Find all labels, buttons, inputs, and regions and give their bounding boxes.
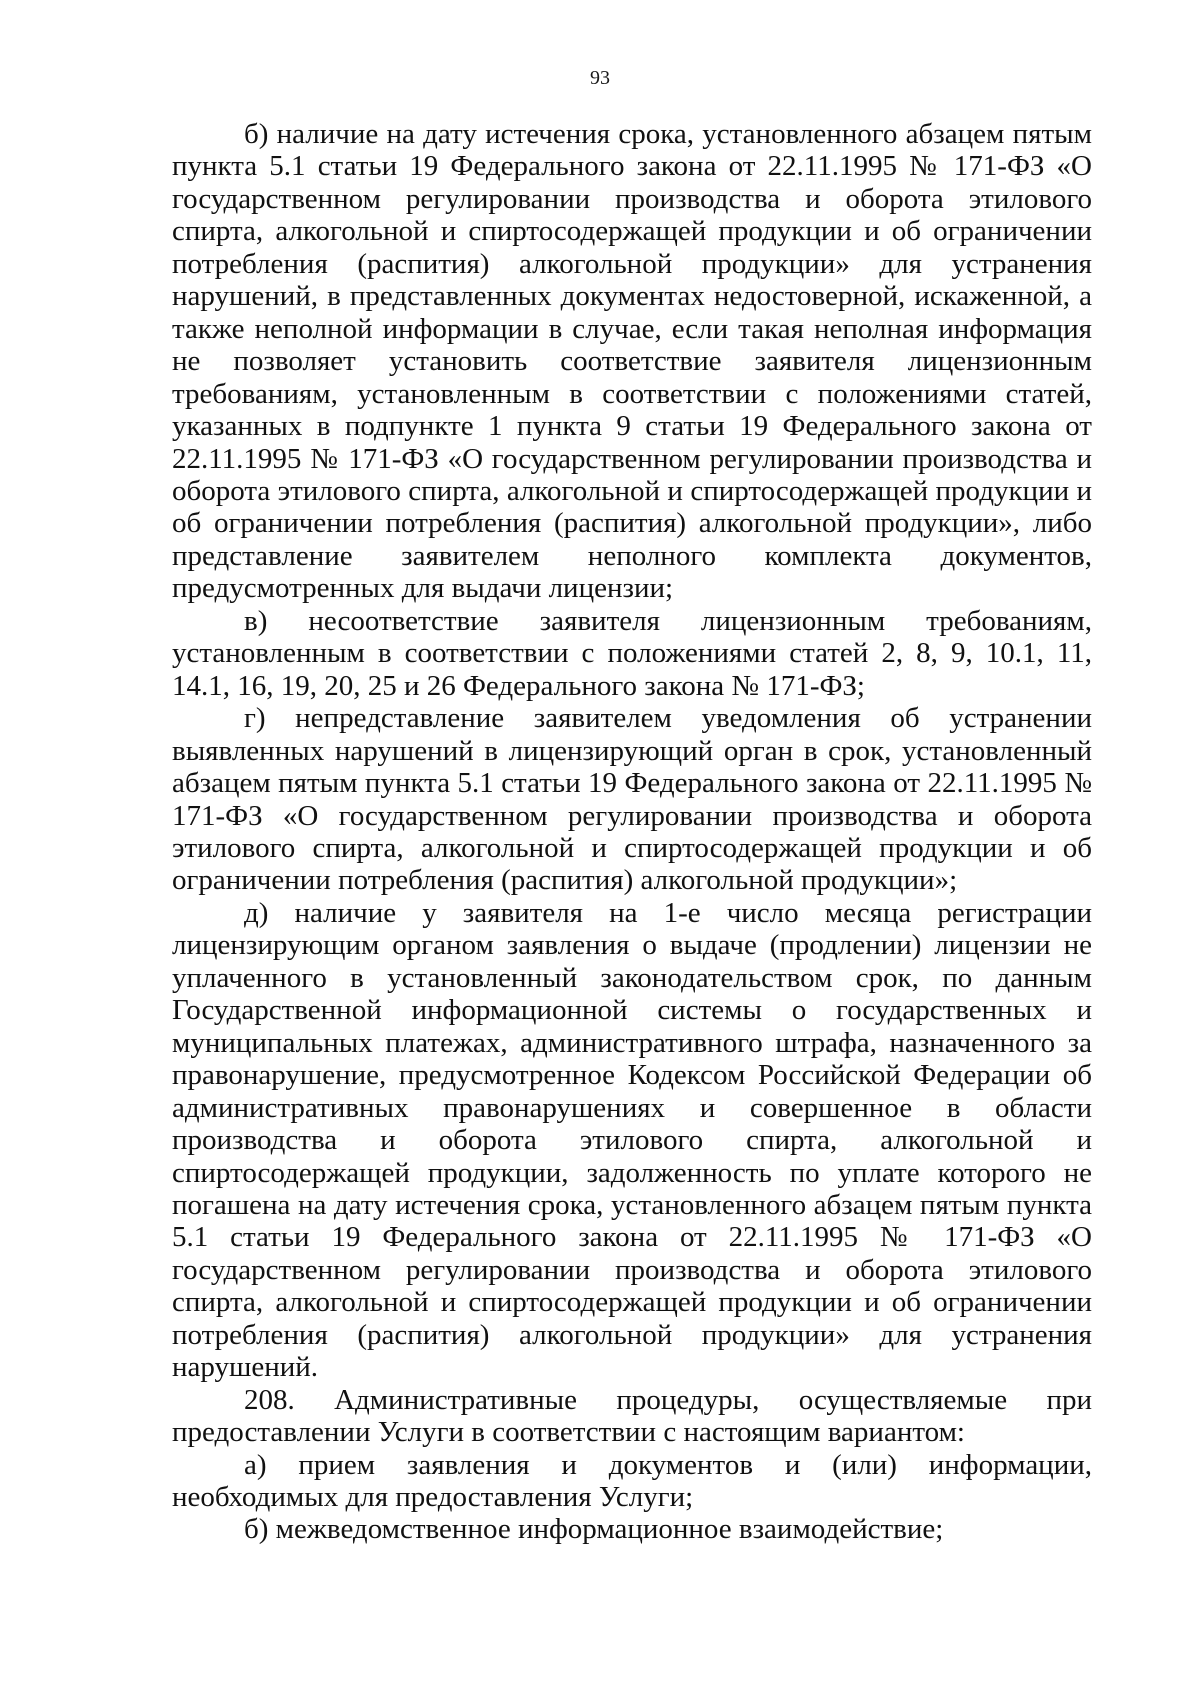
page-number: 93 <box>590 67 610 89</box>
paragraph-b-interaction: б) межведомственное информационное взаимодействие; <box>244 1513 944 1546</box>
paragraph-208-procedures: 208. Административные процедуры, осуществляемые при предоставлении Услуги в соответствии с настоящим вариантом: <box>172 1383 1092 1449</box>
paragraph-d-unpaid-fine: д) наличие у заявителя на 1-е число месяца регистрации лицензирующим органом заявления о выдаче (продлении) лицензии не уплаченного в установленный законодательством срок, по данным Государственной информационной системы о государственных и муниципальных платежах, административного штрафа, назначенного за правонарушение, предусмотренное Кодексом Российской Федерации об административных правонарушениях и совершенное в области производства и оборота этилового спирта, алкогольной и спиртосодержащей продукции, задолженность по уплате которого не погашена на дату истечения срока, установленного абзацем пятым пункта 5.1 статьи 19 Федерального закона от 22.11.1995 № 171-ФЗ «О государственном регулировании производства и оборота этилового спирта, алкогольной и спиртосодержащей продукции и об ограничении потребления (распития) алкогольной продукции» для устранения нарушений. <box>172 896 1092 1384</box>
paragraph-v-noncompliance: в) несоответствие заявителя лицензионным требованиям, установленным в соответствии с положениями статей 2, 8, 9, 10.1, 11, 14.1, 16, 19, 20, 25 и 26 Федерального закона № 171-ФЗ; <box>172 604 1092 702</box>
document-body <box>172 118 1092 1546</box>
paragraph-a-reception: а) прием заявления и документов и (или) информации, необходимых для предоставления Услуги; <box>172 1448 1092 1514</box>
paragraph-b-grounds: б) наличие на дату истечения срока, установленного абзацем пятым пункта 5.1 статьи 19 Федерального закона от 22.11.1995 № 171-ФЗ «О государственном регулировании производства и оборота этилового спирта, алкогольной и спиртосодержащей продукции и об ограничении потребления (распития) алкогольной продукции» для устранения нарушений, в представленных документах недостоверной, искаженной, а также неполной информации в случае, если такая неполная информация не позволяет установить соответствие заявителя лицензионным требованиям, установленным в соответствии с положениями статей, указанных в подпункте 1 пункта 9 статьи 19 Федерального закона от 22.11.1995 № 171-ФЗ «О государственном регулировании производства и оборота этилового спирта, алкогольной и спиртосодержащей продукции и об ограничении потребления (распития) алкогольной продукции», либо представление заявителем неполного комплекта документов, предусмотренных для выдачи лицензии; <box>172 118 1092 605</box>
paragraph-g-no-notification: г) непредставление заявителем уведомления об устранении выявленных нарушений в лицензирующий орган в срок, установленный абзацем пятым пункта 5.1 статьи 19 Федерального закона от 22.11.1995 № 171-ФЗ «О государственном регулировании производства и оборота этилового спирта, алкогольной и спиртосодержащей продукции и об ограничении потребления (распития) алкогольной продукции»; <box>172 702 1092 897</box>
